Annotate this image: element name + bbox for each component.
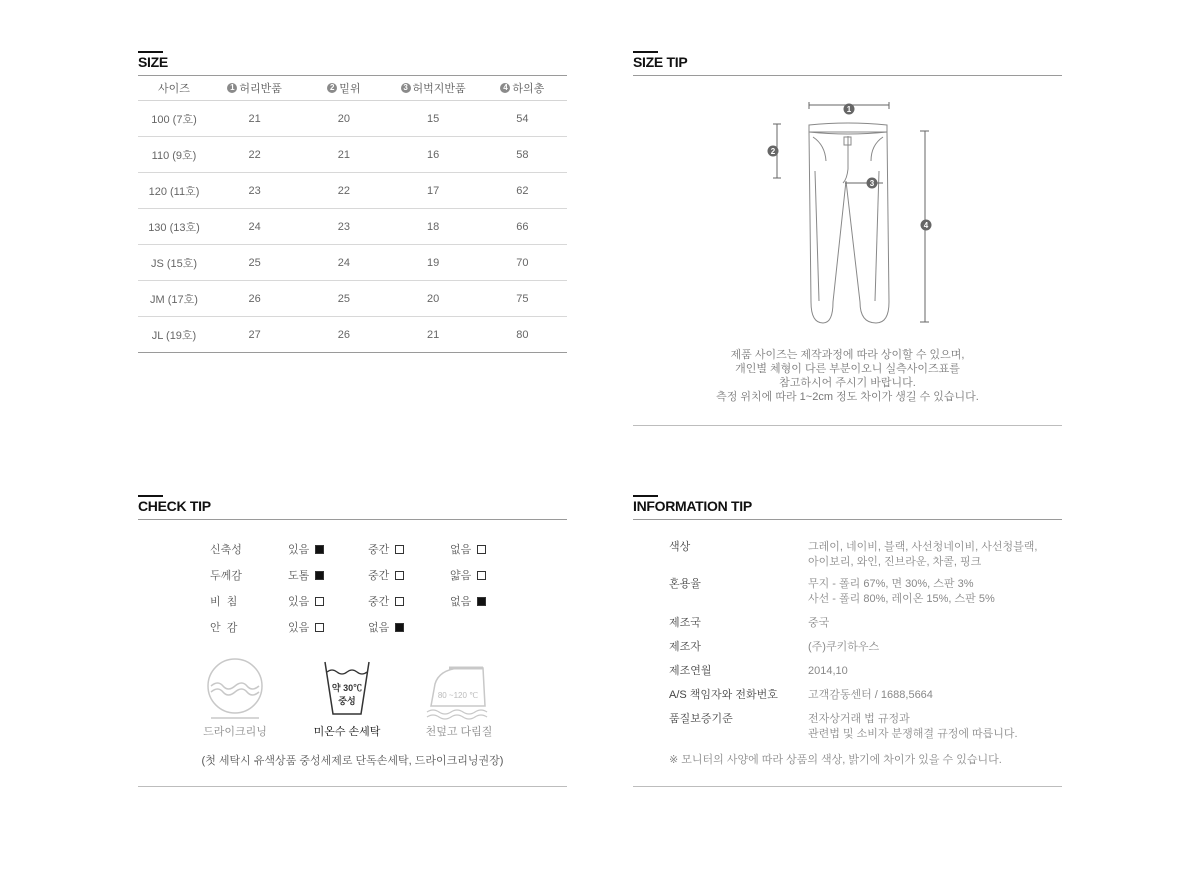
header-size: 사이즈 <box>138 75 210 101</box>
check-tip-title-bar <box>138 495 567 520</box>
table-row: 100 (7호) 21 20 15 54 <box>138 101 567 137</box>
pocket-right <box>871 137 883 161</box>
table-row: 120 (11호) 23 22 17 62 <box>138 173 567 209</box>
checked-box-icon <box>315 545 324 554</box>
unchecked-box-icon <box>395 597 404 606</box>
unchecked-box-icon <box>315 597 324 606</box>
info-tip-title: INFORMATION TIP <box>633 498 752 514</box>
check-tip-section <box>138 495 567 795</box>
wash-note: (첫 세탁시 유색상품 중성세제로 단독손세탁, 드라이크리닝권장) <box>201 755 504 767</box>
marker-1-label: 1 <box>846 105 852 114</box>
check-tip-title: CHECK TIP <box>138 498 211 514</box>
table-row: 110 (9호) 22 21 16 58 <box>138 137 567 173</box>
care-iron: 80 ~120 ℃ 천덮고 다림질 <box>414 658 504 739</box>
monitor-note: ※ 모니터의 사양에 따라 상품의 색상, 밝기에 차이가 있을 수 있습니다. <box>669 754 1002 766</box>
marker-3-label: 3 <box>869 179 875 188</box>
pants-diagram <box>763 101 933 327</box>
unchecked-box-icon <box>477 545 486 554</box>
iron-icon <box>419 658 499 720</box>
title-accent <box>633 495 658 497</box>
marker-1-icon: 1 <box>227 83 237 93</box>
unchecked-box-icon <box>315 623 324 632</box>
unchecked-box-icon <box>477 571 486 580</box>
section-divider <box>633 425 1062 426</box>
table-row: JL (19호) 27 26 21 80 <box>138 317 567 353</box>
size-tip-title: SIZE TIP <box>633 54 688 70</box>
size-title: SIZE <box>138 54 168 70</box>
header-length: 4 하의총 <box>478 75 567 101</box>
unchecked-box-icon <box>395 545 404 554</box>
hand-wash-icon <box>317 658 377 720</box>
marker-2-label: 2 <box>770 147 776 156</box>
checked-box-icon <box>477 597 486 606</box>
checked-box-icon <box>315 571 324 580</box>
seam-right <box>875 171 879 301</box>
size-tip-title-bar <box>633 51 1062 76</box>
title-accent <box>138 495 163 497</box>
title-accent <box>138 51 163 53</box>
section-divider <box>633 786 1062 787</box>
check-row-thickness: 두께감 도톰 중간 얇음 <box>138 567 567 581</box>
svg-text:중성: 중성 <box>338 696 356 706</box>
info-tip-title-bar <box>633 495 1062 520</box>
marker-2-icon: 2 <box>327 83 337 93</box>
header-waist: 1 허리반품 <box>210 75 299 101</box>
size-section <box>138 51 567 356</box>
marker-4-icon: 4 <box>500 83 510 93</box>
header-thigh: 3 허벅지반품 <box>389 75 478 101</box>
header-rise: 2 밑위 <box>299 75 388 101</box>
size-tip-section <box>633 51 1062 431</box>
checked-box-icon <box>395 623 404 632</box>
size-table-header <box>138 75 567 101</box>
info-tip-section: INFORMATION TIP 색상 그레이, 네이비, 블랙, 사선청네이비, 사선청블랙, 아이보리, 와인, 진브라운, 차콜, 핑크 혼용율 무지 - 폴리 67%, 면 30%, 스판 3% 사선 - 폴리 80%, 레이온 15%, 스판 5% 제조국 중국 제조자 (주)쿠키하우스 제조연월 2014,10 A/S 책임자와 전화번호 고객감동센터 / 1688,5664 품질보증기준 전자상거래 법 규정과 관련법 및 소비자 분쟁해결 규정에 따릅니다. ※ 모니터의 사양에 따라 상품의 색상, 밝기에 차이가 있을 수 있습니다. <box>633 495 1062 795</box>
check-row-sheerness: 비 침 있음 중간 없음 <box>138 593 567 607</box>
table-row: JM (17호) 26 25 20 75 <box>138 281 567 317</box>
size-table <box>138 75 567 353</box>
care-hand-wash: 약 30℃ 중성 미온수 손세탁 <box>302 658 392 739</box>
svg-text:80 ~120 ℃: 80 ~120 ℃ <box>437 691 479 700</box>
dry-clean-icon <box>205 658 265 720</box>
marker-4-label: 4 <box>923 221 929 230</box>
pocket-left <box>813 137 826 161</box>
seam-left <box>815 171 819 301</box>
check-row-lining: 안 감 있음 없음 <box>138 619 567 633</box>
check-row-elasticity: 신축성 있음 중간 없음 <box>138 541 567 555</box>
svg-text:약 30℃: 약 30℃ <box>331 683 363 693</box>
unchecked-box-icon <box>395 571 404 580</box>
marker-3-icon: 3 <box>401 83 411 93</box>
size-title-bar <box>138 51 567 76</box>
section-divider <box>138 786 567 787</box>
table-row: 130 (13호) 24 23 18 66 <box>138 209 567 245</box>
table-row: JS (15호) 25 24 19 70 <box>138 245 567 281</box>
title-accent <box>633 51 658 53</box>
care-dry-clean: 드라이크리닝 <box>190 658 280 739</box>
size-tip-text: 제품 사이즈는 제작과정에 따라 상이할 수 있으며, 개인별 체형이 다른 부분이오니 실측사이즈표를 참고하시어 주시기 바랍니다. 측정 위치에 따라 1~2cm 정도 차이가 생길 수 있습니다. <box>716 349 979 403</box>
